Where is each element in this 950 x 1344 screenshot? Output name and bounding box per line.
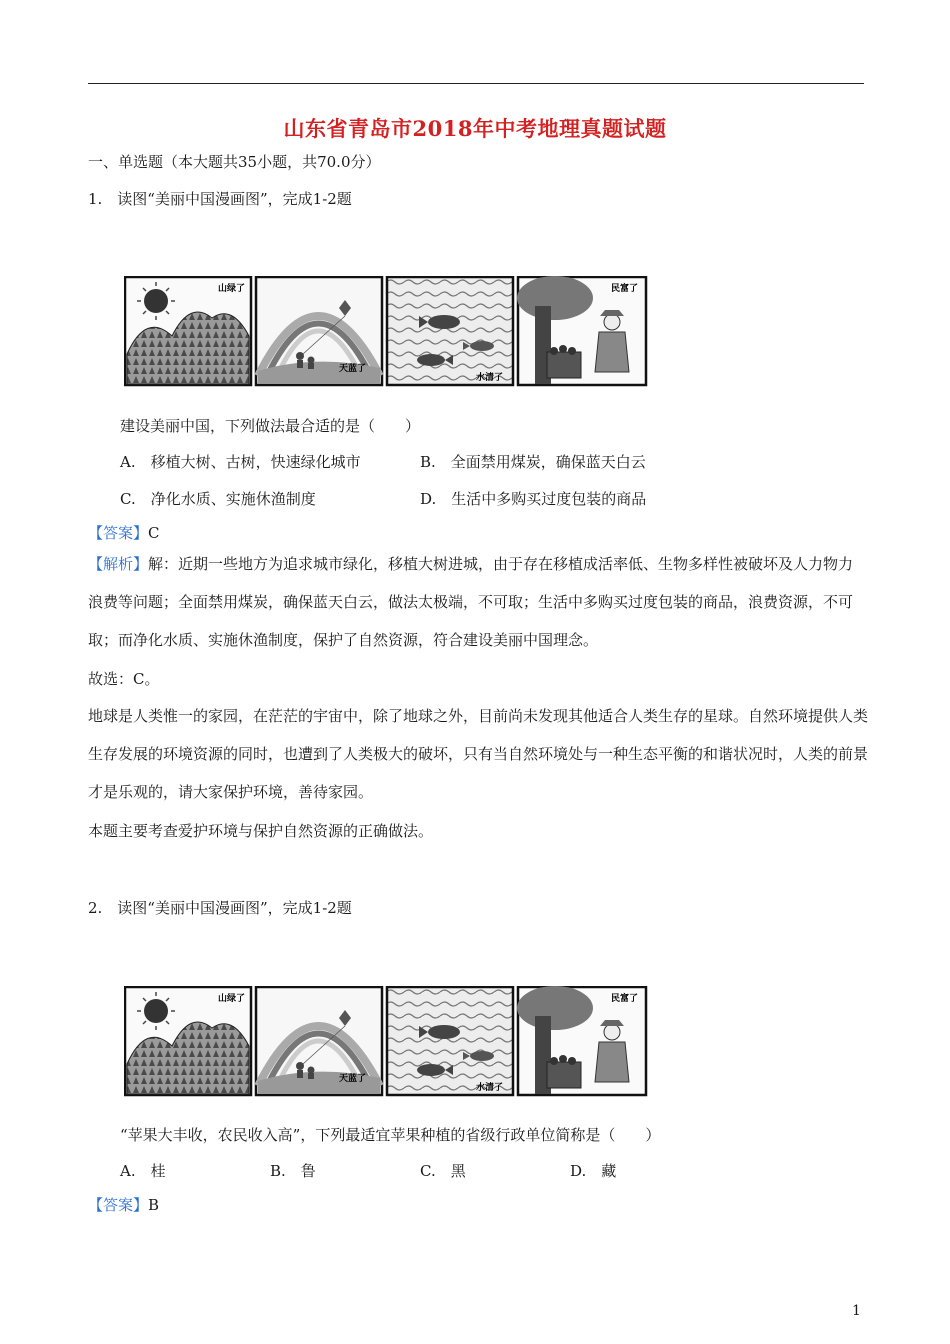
q2-answer (88, 1195, 159, 1215)
label-wealth: 民富了 (611, 994, 639, 1004)
answer-value: C (148, 524, 160, 542)
q1-option-a: A. 移植大树、古树，快速绿化城市 (120, 453, 361, 471)
answer-tag: 【答案】 (88, 524, 149, 542)
label-mountain: 山绿了 (218, 284, 246, 294)
q1-stem: 1. 读图“美丽中国漫画图”，完成1-2题 (88, 190, 352, 208)
q1-option-d: D. 生活中多购买过度包装的商品 (420, 490, 647, 508)
label-sky: 天蓝了 (339, 364, 367, 374)
section-heading: 一、单选题（本大题共35小题，共70.0分） (88, 153, 381, 171)
panel-mountain (125, 277, 251, 385)
q1-question: 建设美丽中国，下列做法最合适的是（ ） (120, 417, 421, 435)
q2-option-a: A. 桂 (120, 1162, 166, 1180)
panel-mountain (125, 987, 251, 1095)
panel-water (387, 277, 513, 385)
q1-note1: 地球是人类惟一的家园，在茫茫的宇宙中，除了地球之外，目前尚未发现其他适合人类生存的星球。自然环境提供人类生存发展的环境资源的同时，也遭到了人类极大的破坏，只有当自然环境处与一种生态平衡的和谐状况时，人类的前景才是乐观的，请大家保护环境，善待家园。 (88, 707, 869, 801)
panel-sky (256, 277, 382, 385)
q2-question: “苹果大丰收，农民收入高”，下列最适宜苹果种植的省级行政单位简称是（ ） (120, 1126, 661, 1144)
q1-cartoon (124, 276, 648, 388)
label-mountain: 山绿了 (218, 994, 246, 1004)
answer-value: B (148, 1196, 160, 1214)
analysis-text: 解：近期一些地方为追求城市绿化，移植大树进城，由于存在移植成活率低、生物多样性被破坏及人力物力浪费等问题；全面禁用煤炭，确保蓝天白云，做法太极端，不可取；生活中多购买过度包装的商品，浪费资源，不可取；而净化水质、实施休渔制度，保护了自然资源，符合建设美丽中国理念。 (88, 555, 854, 649)
q1-note2: 本题主要考查爱护环境与保护自然资源的正确做法。 (88, 822, 434, 840)
panel-sky (256, 987, 382, 1095)
q2-cartoon (124, 986, 648, 1098)
page-title: 山东省青岛市2018年中考地理真题试题 (283, 116, 667, 141)
label-sky: 天蓝了 (339, 1074, 367, 1084)
q2-stem: 2. 读图“美丽中国漫画图”，完成1-2题 (88, 899, 352, 917)
q2-option-d: D. 藏 (570, 1162, 617, 1180)
panel-water (387, 987, 513, 1095)
q1-option-c: C. 净化水质、实施休渔制度 (120, 490, 316, 508)
q1-analysis (88, 545, 868, 659)
header-rule (88, 83, 864, 84)
q2-option-c: C. 黑 (420, 1162, 466, 1180)
q1-choice: 故选：C。 (88, 670, 160, 688)
label-wealth: 民富了 (611, 284, 639, 294)
panel-wealth (517, 986, 646, 1095)
answer-tag: 【答案】 (88, 1196, 149, 1214)
panel-wealth (517, 276, 646, 385)
label-water: 水清了 (476, 1083, 504, 1093)
q1-option-b: B. 全面禁用煤炭，确保蓝天白云 (420, 453, 646, 471)
page-number: 1 (852, 1303, 861, 1319)
q2-option-b: B. 鲁 (270, 1162, 316, 1180)
q1-answer (88, 523, 160, 543)
label-water: 水清了 (476, 373, 504, 383)
analysis-tag: 【解析】 (88, 555, 149, 573)
